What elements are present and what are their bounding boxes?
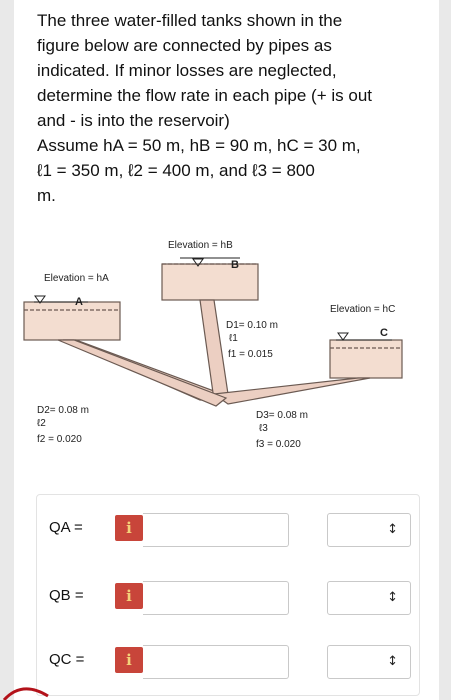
problem-line: figure below are connected by pipes as bbox=[37, 36, 332, 55]
three-tank-figure bbox=[18, 228, 438, 490]
assumption-unit: m. bbox=[37, 186, 56, 205]
qa-unit-select[interactable] bbox=[327, 513, 411, 547]
info-icon[interactable]: i bbox=[115, 647, 143, 673]
problem-statement bbox=[37, 8, 417, 208]
pen-cursor-icon bbox=[0, 676, 60, 700]
qa-input[interactable] bbox=[143, 513, 289, 547]
qb-input[interactable] bbox=[143, 581, 289, 615]
tank-b-letter: B bbox=[231, 259, 239, 271]
assumption-lengths: ℓ1 = 350 m, ℓ2 = 400 m, and ℓ3 = 800 bbox=[37, 161, 315, 180]
qc-label: QC = bbox=[49, 651, 85, 668]
tank-a-letter: A bbox=[75, 296, 83, 308]
qc-input[interactable] bbox=[143, 645, 289, 679]
chevron-updown-icon: ↕ bbox=[387, 590, 398, 605]
pipe-3-friction: f3 = 0.020 bbox=[256, 439, 301, 450]
problem-line: determine the flow rate in each pipe (+ is out bbox=[37, 86, 372, 105]
qc-unit-select[interactable] bbox=[327, 645, 411, 679]
pipe-junction bbox=[58, 340, 226, 406]
pipe-2-friction: f2 = 0.020 bbox=[37, 434, 82, 445]
pipe-1-friction: f1 = 0.015 bbox=[228, 349, 273, 360]
problem-line: and - is into the reservoir) bbox=[37, 111, 230, 130]
pipe-3-diameter: D3= 0.08 m bbox=[256, 410, 308, 421]
assumption-heads: Assume hA = 50 m, hB = 90 m, hC = 30 m, bbox=[37, 136, 361, 155]
answer-row-qc bbox=[37, 641, 419, 681]
tank-c-elevation-label: Elevation = hC bbox=[330, 304, 396, 315]
tank-b-elevation-label: Elevation = hB bbox=[168, 240, 233, 251]
tank-b bbox=[162, 240, 258, 300]
pipe-3-length: ℓ3 bbox=[259, 423, 268, 434]
answer-row-qa bbox=[37, 509, 419, 549]
left-frame bbox=[0, 0, 14, 700]
right-frame bbox=[439, 0, 451, 700]
pipe-1-length: ℓ1 bbox=[229, 333, 238, 344]
chevron-updown-icon: ↕ bbox=[387, 654, 398, 669]
answer-panel bbox=[36, 494, 420, 696]
tank-c bbox=[330, 304, 402, 378]
pipe-1-segment bbox=[200, 300, 228, 400]
qa-label: QA = bbox=[49, 519, 83, 536]
problem-line: The three water-filled tanks shown in the bbox=[37, 11, 343, 30]
pipe-3-segment bbox=[214, 378, 370, 404]
info-icon[interactable]: i bbox=[115, 515, 143, 541]
pipe-2-length: ℓ2 bbox=[37, 418, 46, 429]
qb-label: QB = bbox=[49, 587, 84, 604]
pipe-1-diameter: D1= 0.10 m bbox=[226, 320, 278, 331]
chevron-updown-icon: ↕ bbox=[387, 522, 398, 537]
tank-a-elevation-label: Elevation = hA bbox=[44, 273, 109, 284]
pipe-2-diameter: D2= 0.08 m bbox=[37, 405, 89, 416]
qb-unit-select[interactable] bbox=[327, 581, 411, 615]
problem-line: indicated. If minor losses are neglected, bbox=[37, 61, 337, 80]
tank-c-letter: C bbox=[380, 327, 388, 339]
info-icon[interactable]: i bbox=[115, 583, 143, 609]
tank-a bbox=[24, 273, 120, 340]
answer-row-qb bbox=[37, 577, 419, 617]
